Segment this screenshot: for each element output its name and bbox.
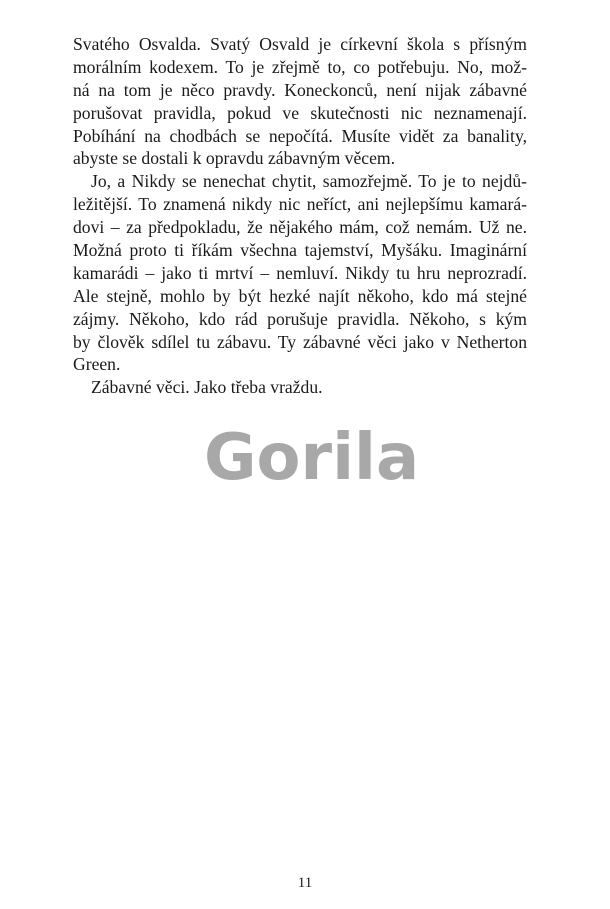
text-line: dovi – za předpokladu, že nějakého mám, což nemám. Už ne. [73,217,527,238]
text-line: Jo, a Nikdy se nenechat chytit, samozřejmě. To je to nejdů- [91,171,527,192]
publisher-watermark: Gorila [204,421,420,495]
page-number: 11 [297,875,313,891]
text-line: ná na tom je něco pravdy. Koneckonců, není nijak zábavné [73,79,527,100]
text-line: Možná proto ti říkám všechna tajemství, Myšáku. Imaginární [73,240,527,261]
text-line: zájmy. Někoho, kdo rád porušuje pravidla. Někoho, s kým [73,308,527,329]
text-line: Green. [73,354,121,375]
text-line: Ale stejně, mohlo by být hezké najít někoho, kdo má stejné [73,285,527,306]
text-line: morálním kodexem. To je zřejmě to, co potřebuju. No, mož- [73,56,527,77]
text-line: porušovat pravidla, pokud ve skutečnosti nic neznamenají. [73,102,527,123]
text-line: kamarádi – jako ti mrtví – nemluví. Nikdy tu hru neprozradí. [73,262,527,283]
text-line: Svatého Osvalda. Svatý Osvald je církevní škola s přísným [73,34,527,54]
text-line: abyste se dostali k opravdu zábavným věcem. [73,148,395,169]
text-line: ležitější. To znamená nikdy nic neříct, ani nejlepšímu kamará- [73,194,527,215]
text-line: Zábavné věci. Jako třeba vraždu. [91,377,323,398]
text-line: Pobíhání na chodbách se nepočítá. Musíte vidět za banality, [73,125,527,146]
text-line: by člověk sdílel tu zábavu. Ty zábavné věci jako v Netherton [73,331,527,352]
body-text [73,33,527,399]
